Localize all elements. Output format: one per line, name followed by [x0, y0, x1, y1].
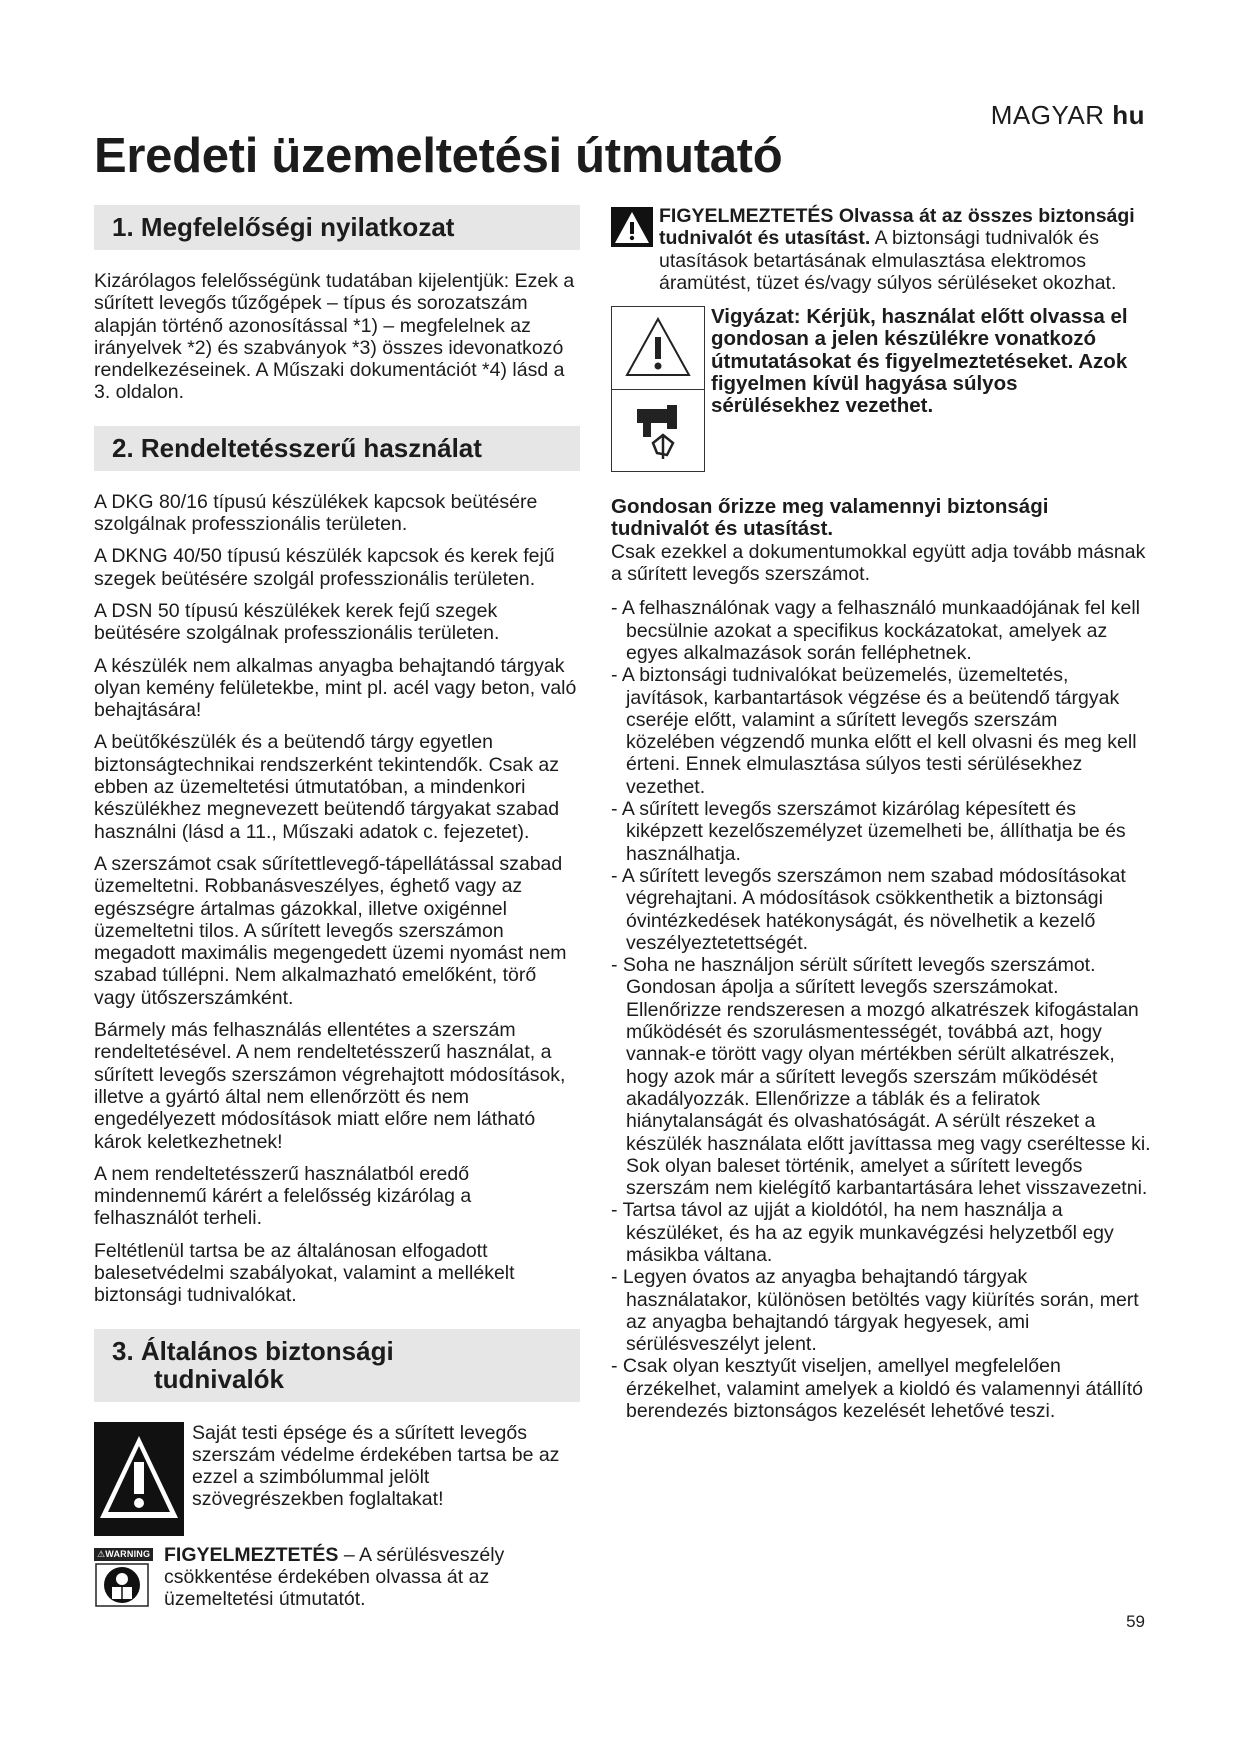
- list-item: - A biztonsági tudnivalókat beüzemelés, üzemeltetés, javítások, karbantartások végzése és a beütendő tárgyak cseréje előtt, valamint a sűrített levegős szerszám közelében végzendő munka előtt el kell olvasni és meg kell érteni. Ennek elmulasztása súlyos testi sérülésekhez vezethet.: [611, 664, 1151, 798]
- symbol-note-text: Saját testi épsége és a sűrített levegős szerszám védelme érdekében tartsa be az ezzel a szimbólummal jelölt szövegrészekben foglaltakat!: [192, 1421, 560, 1511]
- list-item: - A felhasználónak vagy a felhasználó munkaadójának fel kell becsülnie azokat a specifikus kockázatokat, amelyek az egyes alkalmazások során felléphetnek.: [611, 597, 1151, 664]
- usage-paragraph: A DSN 50 típusú készülékek kerek fejű szegek beütésére szolgálnak professzionális területen.: [94, 599, 500, 645]
- section-2-heading: 2. Rendeltetésszerű használat: [94, 426, 580, 471]
- list-item: - Soha ne használjon sérült sűrített levegős szerszámot. Gondosan ápolja a sűrített levegős szerszámokat. Ellenőrizze rendszeresen a mozgó alkatrészek kifogástalan működését és szorulásmentességét, továbbá azt, hogy vannak-e törött vagy olyan mértékben sérült alkatrészek, hogy azok már a sűrített levegős szerszám működését akadályozzák. Ellenőrizze a táblák és a feliratok hiánytalanságát és olvashatóságát. A sérült részeket a készülék használata előtt javíttassa meg vagy cseréltesse ki. Sok olyan baleset történik, amelyet a sűrített levegős szerszám nem kielégítő karbantartására lehet visszavezetni.: [611, 954, 1151, 1199]
- nailer-hand-icon: [612, 389, 704, 472]
- warning-text: – A sérülésveszély csökkentése érdekében olvassa át az üzemeltetési útmutatót.: [164, 1543, 505, 1611]
- usage-paragraph: A DKNG 40/50 típusú készülék kapcsok és kerek fejű szegek beütésére szolgál professzionális területen.: [94, 545, 555, 590]
- usage-paragraph: A beütőkészülék és a beütendő tárgy egyetlen biztonságtechnikai rendszerként tekintendők. Csak az ebben az üzemeltetési útmutatóban, a mindenkori készülékhez megnevezett beütendő tárgyakat szabad használni (lásd a 11., Műszaki adatok c. fejezetet).: [94, 731, 560, 843]
- safety-list: [611, 597, 1151, 1422]
- section-1-heading: 1. Megfelelőségi nyilatkozat: [94, 205, 580, 250]
- warning-heading: FIGYELMEZTETÉS: [164, 1543, 339, 1566]
- usage-paragraph: A szerszámot csak sűrítettlevegő-tápellátással szabad üzemeltetni. Robbanásveszélyes, éghető vagy az egészségre ártalmas gázokkal, illetve oxigénnel üzemeltetni tilos. A sűrített levegős szerszámon megadott maximális megengedett üzemi nyomást nem szabad túllépni. Nem alkalmazható emelőként, törő vagy ütőszerszámként.: [94, 852, 567, 1009]
- general-warning: [611, 205, 1151, 294]
- caution-text: Vigyázat: Kérjük, használat előtt olvassa el gondosan a jelen készülékre vonatkozó útmutatásokat és figyelmeztetéseket. Azok figyelmen kívül hagyása súlyos sérülésekhez vezethet.: [711, 305, 1128, 418]
- list-item: - A sűrített levegős szerszámot kizárólag képesített és kiképzett kezelőszemélyzet üzemelheti be, állíthatja be és használhatja.: [611, 798, 1151, 865]
- usage-paragraph: Bármely más felhasználás ellentétes a szerszám rendeltetésével. A nem rendeltetésszerű használat, a sűrített levegős szerszámon végrehajtott módosítások, illetve a gyártó által nem ellenőrzött és nem engedélyezett módosítások miatt előre nem látható károk keletkezhetnek!: [94, 1019, 566, 1153]
- right-column: [611, 205, 1151, 1422]
- read-manual-icon: [94, 1562, 150, 1608]
- usage-paragraph: A készülék nem alkalmas anyagba behajtandó tárgyak olyan kemény felületekbe, mint pl. acél vagy beton, való behajtására!: [94, 654, 577, 722]
- read-manual-warning: [94, 1544, 580, 1613]
- usage-paragraph: Feltétlenül tartsa be az általánosan elfogadott balesetvédelmi szabályokat, valamint a mellékelt biztonsági tudnivalókat.: [94, 1239, 515, 1307]
- general-warning-heading: FIGYELMEZTETÉS Olvassa át az összes biztonsági tudnivalót és utasítást.: [659, 205, 1135, 250]
- section-3-heading-line1: 3. Általános biztonsági: [112, 1335, 394, 1366]
- list-item: - Csak olyan kesztyűt viseljen, amellyel megfelelően érzékelhet, valamint amelyek a kioldó és valamennyi átállító berendezés biztonságos kezelését lehetővé teszi.: [611, 1355, 1151, 1422]
- general-warning-text: A biztonsági tudnivalók és utasítások betartásának elmulasztása elektromos áramütést, tüzet és/vagy súlyos sérüléseket okozhat.: [659, 227, 1117, 294]
- keep-instructions-heading: Gondosan őrizze meg valamennyi biztonsági tudnivalót és utasítást.: [611, 495, 1049, 541]
- list-item: - Tartsa távol az ujját a kioldótól, ha nem használja a készüléket, és ha az egyik munkavégzési helyzetből egy másikba váltana.: [611, 1199, 1151, 1266]
- section-3-heading-line2: tudnivalók: [154, 1363, 285, 1394]
- section-3-heading: [94, 1329, 580, 1402]
- warning-badge: ⚠WARNING: [94, 1548, 153, 1561]
- list-item: - Legyen óvatos az anyagba behajtandó tárgyak használatakor, különösen betöltés vagy kiürítés során, mert az anyagba behajtandó tárgyak hegyesek, ami sérülésveszélyt jelent.: [611, 1266, 1151, 1355]
- usage-paragraph: A DKG 80/16 típusú készülékek kapcsok beütésére szolgálnak professzionális területen.: [94, 490, 538, 536]
- declaration-paragraph: Kizárólagos felelősségünk tudatában kijelentjük: Ezek a sűrített levegős tűzőgépek – típus és sorozatszám alapján történő azonosítással *1) – megfelelnek az irányelvek *2) és szabványok *3) összes idevonatkozó rendelkezéseinek. A Műszaki dokumentációt *4) lásd a 3. oldalon.: [94, 270, 575, 404]
- keep-instructions-text: Csak ezekkel a dokumentumokkal együtt adja tovább másnak a sűrített levegős szerszámot.: [611, 540, 1146, 586]
- language-indicator: [991, 100, 1145, 131]
- warning-triangle-icon: [611, 207, 653, 247]
- language-code: hu: [1112, 100, 1145, 130]
- page-title: Eredeti üzemeltetési útmutató: [94, 129, 783, 183]
- warning-triangle-icon: [94, 1422, 184, 1536]
- caution-box: [611, 306, 1151, 472]
- language-name: MAGYAR: [990, 100, 1105, 130]
- safety-symbol-note: [94, 1422, 580, 1536]
- read-manual-icon-group: [94, 1544, 158, 1613]
- left-column: [94, 205, 580, 1621]
- caution-icons: [611, 306, 705, 472]
- warning-triangle-icon: [612, 307, 704, 389]
- usage-paragraph: A nem rendeltetésszerű használatból eredő mindennemű kárért a felelősség kizárólag a felhasználót terheli.: [94, 1162, 472, 1230]
- page-number: 59: [1126, 1612, 1145, 1631]
- list-item: - A sűrített levegős szerszámon nem szabad módosításokat végrehajtani. A módosítások csökkenthetik a biztonsági óvintézkedések hatékonyságát, és növelhetik a kezelő veszélyeztetettségét.: [611, 865, 1151, 954]
